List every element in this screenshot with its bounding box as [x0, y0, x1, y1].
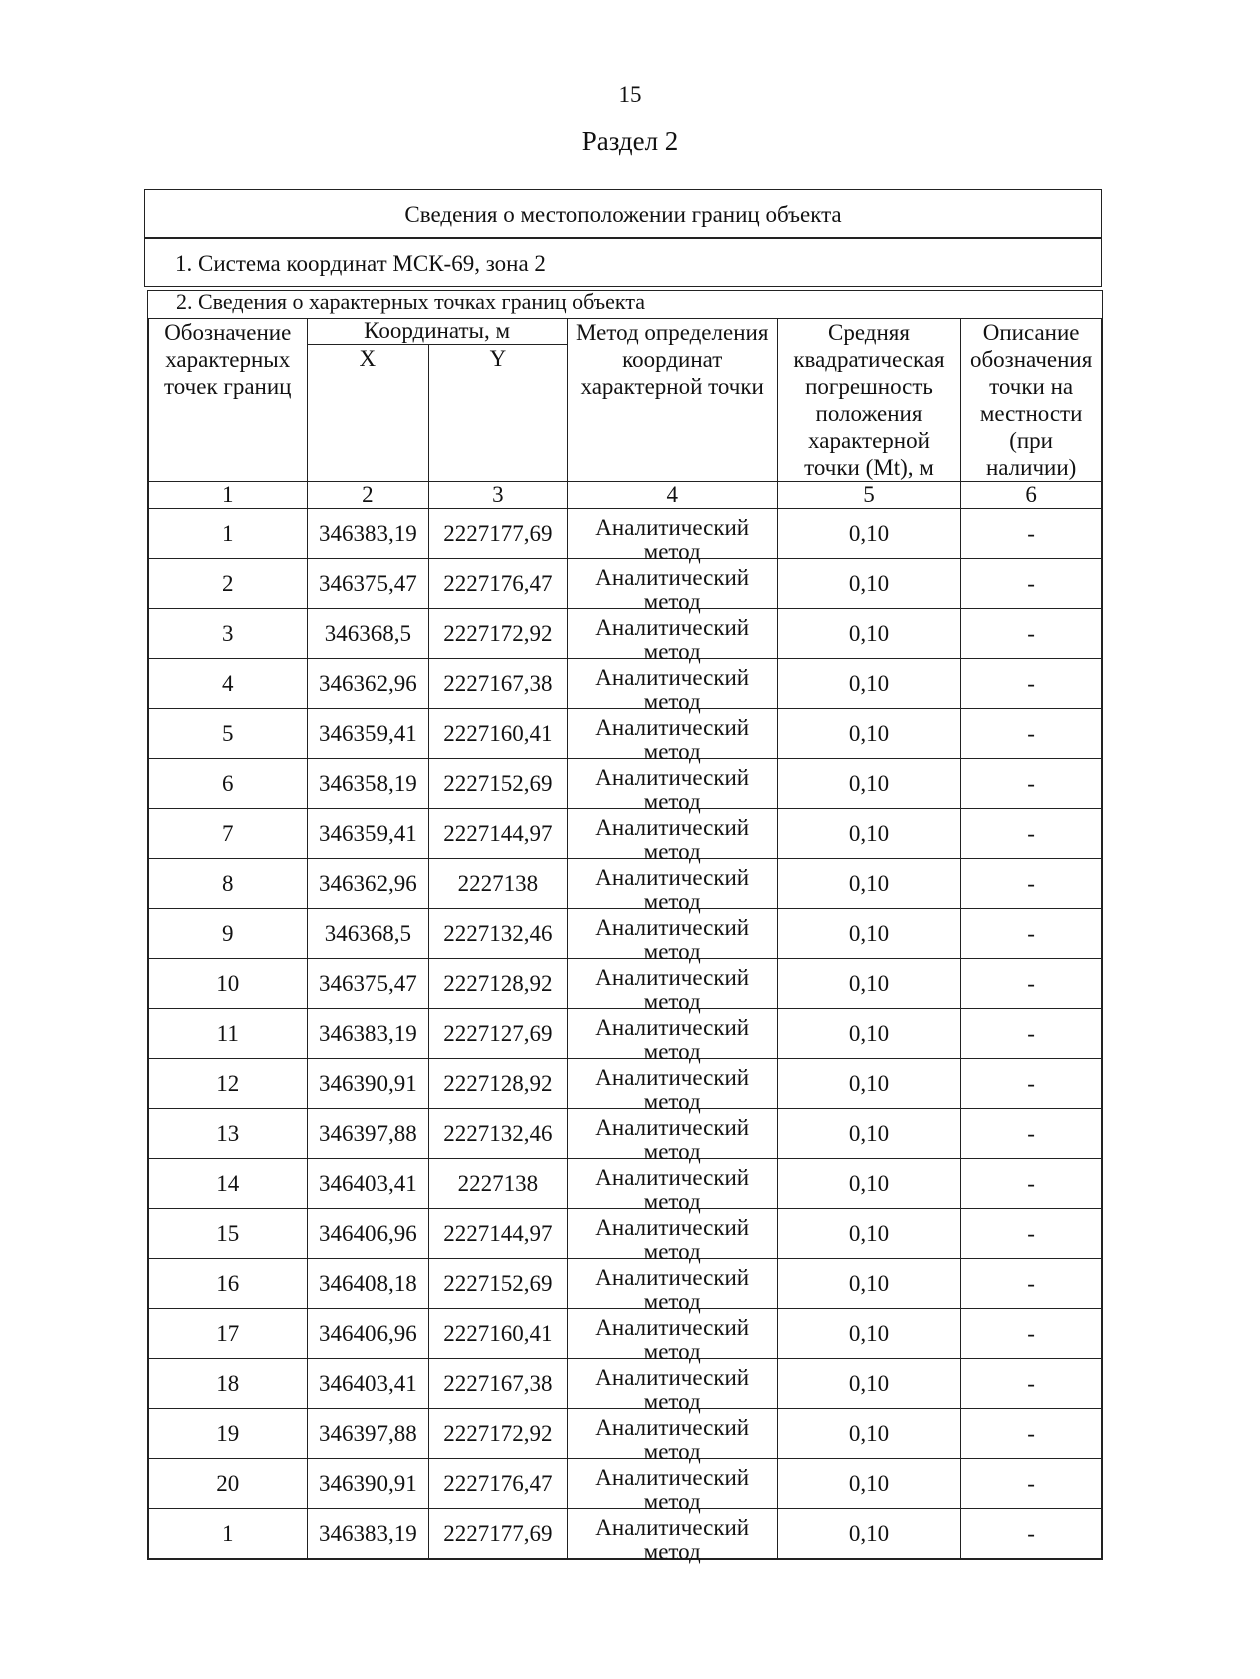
mt-cell: 0,10 — [777, 1459, 960, 1509]
method-text-continued: метод — [643, 938, 701, 964]
method-cell — [567, 509, 777, 564]
table-row — [149, 1109, 1102, 1159]
table-row — [149, 1159, 1102, 1209]
y-cell: 2227160,41 — [429, 709, 568, 759]
method-text: Аналитический — [595, 664, 750, 690]
method-text-continued: метод — [643, 1288, 701, 1314]
table-row — [149, 709, 1102, 759]
mt-cell: 0,10 — [777, 859, 960, 909]
mt-cell: 0,10 — [777, 1359, 960, 1409]
table-row — [149, 609, 1102, 659]
y-cell: 2227144,97 — [429, 1209, 568, 1259]
method-text-continued: метод — [643, 1338, 701, 1364]
method-text-continued: метод — [643, 1188, 701, 1214]
method-text-continued: метод — [643, 788, 701, 814]
method-text-continued: метод — [643, 1388, 701, 1414]
point-cell: 2 — [149, 559, 308, 609]
table-row — [149, 1209, 1102, 1259]
description-cell: - — [961, 909, 1102, 959]
description-cell: - — [961, 1359, 1102, 1409]
description-cell: - — [961, 1209, 1102, 1259]
table-row — [149, 1259, 1102, 1309]
y-cell: 2227176,47 — [429, 559, 568, 609]
table-row — [149, 509, 1102, 559]
point-cell: 6 — [149, 759, 308, 809]
y-cell: 2227167,38 — [429, 1359, 568, 1409]
method-cell — [567, 1459, 777, 1514]
description-cell: - — [961, 959, 1102, 1009]
method-text: Аналитический — [595, 964, 750, 990]
table-row — [149, 1509, 1102, 1559]
table-row — [149, 1359, 1102, 1409]
y-cell: 2227127,69 — [429, 1009, 568, 1059]
table-row — [149, 959, 1102, 1009]
y-cell: 2227167,38 — [429, 659, 568, 709]
column-number: 6 — [961, 482, 1102, 509]
point-cell: 14 — [149, 1159, 308, 1209]
table-row — [149, 1009, 1102, 1059]
method-text-continued: метод — [643, 838, 701, 864]
mt-cell: 0,10 — [777, 559, 960, 609]
table-row — [149, 859, 1102, 909]
method-text: Аналитический — [595, 864, 750, 890]
boundary-points-table — [148, 318, 1102, 1564]
description-cell: - — [961, 659, 1102, 709]
method-text: Аналитический — [595, 614, 750, 640]
x-cell: 346359,41 — [307, 809, 429, 859]
point-cell: 1 — [149, 509, 308, 559]
header-mean-error: Средняя квадратическая погрешность положения характерной точки (Mt), м — [777, 319, 960, 482]
mt-cell: 0,10 — [777, 959, 960, 1009]
method-text: Аналитический — [595, 1314, 750, 1340]
boundary-points-block — [147, 289, 1103, 1564]
table-row — [149, 659, 1102, 709]
boundary-points-title: 2. Сведения о характерных точках границ объекта — [176, 289, 645, 314]
method-text: Аналитический — [595, 1114, 750, 1140]
method-cell — [567, 759, 777, 814]
y-cell: 2227172,92 — [429, 609, 568, 659]
method-text: Аналитический — [595, 1464, 750, 1490]
point-cell: 5 — [149, 709, 308, 759]
description-cell: - — [961, 559, 1102, 609]
mt-cell: 0,10 — [777, 709, 960, 759]
description-cell: - — [961, 1059, 1102, 1109]
x-cell: 346375,47 — [307, 959, 429, 1009]
table-row — [149, 559, 1102, 609]
x-cell: 346390,91 — [307, 1059, 429, 1109]
x-cell: 346375,47 — [307, 559, 429, 609]
y-cell: 2227138 — [429, 1159, 568, 1209]
method-cell — [567, 1109, 777, 1164]
header-x: X — [307, 344, 429, 481]
method-text-continued: метод — [643, 1438, 701, 1464]
description-cell: - — [961, 1509, 1102, 1559]
point-cell: 8 — [149, 859, 308, 909]
method-text: Аналитический — [595, 714, 750, 740]
method-text-continued: метод — [643, 1538, 701, 1564]
method-cell — [567, 959, 777, 1014]
table-row — [149, 809, 1102, 859]
method-text: Аналитический — [595, 1014, 750, 1040]
header-method: Метод определения координат характерной точки — [567, 319, 777, 482]
x-cell: 346403,41 — [307, 1159, 429, 1209]
y-cell: 2227152,69 — [429, 1259, 568, 1309]
table-row — [149, 1309, 1102, 1359]
mt-cell: 0,10 — [777, 1209, 960, 1259]
method-text-continued: метод — [643, 1238, 701, 1264]
method-text-continued: метод — [643, 588, 701, 614]
description-cell: - — [961, 759, 1102, 809]
mt-cell: 0,10 — [777, 1009, 960, 1059]
method-cell — [567, 909, 777, 964]
point-cell: 10 — [149, 959, 308, 1009]
header-coordinates: Координаты, м — [307, 319, 567, 345]
section-title: Раздел 2 — [581, 126, 679, 156]
method-text-continued: метод — [643, 1488, 701, 1514]
method-text: Аналитический — [595, 1364, 750, 1390]
method-cell — [567, 1259, 777, 1314]
column-number: 4 — [567, 482, 777, 509]
x-cell: 346383,19 — [307, 1509, 429, 1559]
mt-cell: 0,10 — [777, 759, 960, 809]
header-y: Y — [429, 344, 568, 481]
method-cell — [567, 1209, 777, 1264]
x-cell: 346359,41 — [307, 709, 429, 759]
method-cell — [567, 709, 777, 764]
method-cell — [567, 1309, 777, 1364]
method-text-continued: метод — [643, 988, 701, 1014]
point-cell: 11 — [149, 1009, 308, 1059]
point-cell: 7 — [149, 809, 308, 859]
mt-cell: 0,10 — [777, 909, 960, 959]
description-cell: - — [961, 1259, 1102, 1309]
x-cell: 346383,19 — [307, 1009, 429, 1059]
point-cell: 12 — [149, 1059, 308, 1109]
x-cell: 346390,91 — [307, 1459, 429, 1509]
x-cell: 346403,41 — [307, 1359, 429, 1409]
mt-cell: 0,10 — [777, 809, 960, 859]
method-text-continued: метод — [643, 888, 701, 914]
method-text: Аналитический — [595, 1164, 750, 1190]
method-text-continued: метод — [643, 1138, 701, 1164]
method-text: Аналитический — [595, 514, 750, 540]
method-text: Аналитический — [595, 1414, 750, 1440]
method-cell — [567, 1509, 777, 1564]
mt-cell: 0,10 — [777, 609, 960, 659]
x-cell: 346362,96 — [307, 659, 429, 709]
point-cell: 17 — [149, 1309, 308, 1359]
y-cell: 2227144,97 — [429, 809, 568, 859]
y-cell: 2227138 — [429, 859, 568, 909]
method-text: Аналитический — [595, 564, 750, 590]
description-cell: - — [961, 1159, 1102, 1209]
mt-cell: 0,10 — [777, 659, 960, 709]
method-text: Аналитический — [595, 1064, 750, 1090]
point-cell: 19 — [149, 1409, 308, 1459]
column-number: 2 — [307, 482, 429, 509]
x-cell: 346368,5 — [307, 609, 429, 659]
table-row — [149, 909, 1102, 959]
table-row — [149, 1059, 1102, 1109]
y-cell: 2227177,69 — [429, 1509, 568, 1559]
header-description: Описание обозначения точки на местности (при наличии) — [961, 319, 1102, 482]
point-cell: 1 — [149, 1509, 308, 1559]
mt-cell: 0,10 — [777, 509, 960, 559]
mt-cell: 0,10 — [777, 1109, 960, 1159]
x-cell: 346406,96 — [307, 1309, 429, 1359]
y-cell: 2227132,46 — [429, 1109, 568, 1159]
method-text-continued: метод — [643, 538, 701, 564]
method-cell — [567, 559, 777, 614]
method-cell — [567, 1009, 777, 1064]
description-cell: - — [961, 1459, 1102, 1509]
method-cell — [567, 1159, 777, 1214]
method-cell — [567, 809, 777, 864]
method-text-continued: метод — [643, 738, 701, 764]
table-row — [149, 1409, 1102, 1459]
y-cell: 2227177,69 — [429, 509, 568, 559]
header-point-designation: Обозначение характерных точек границ — [149, 319, 308, 482]
description-cell: - — [961, 1409, 1102, 1459]
method-cell — [567, 609, 777, 664]
point-cell: 13 — [149, 1109, 308, 1159]
boundary-info-header — [144, 189, 1102, 238]
method-text: Аналитический — [595, 1214, 750, 1240]
method-text-continued: метод — [643, 1038, 701, 1064]
point-cell: 9 — [149, 909, 308, 959]
method-cell — [567, 1059, 777, 1114]
coordinate-system-block — [144, 238, 1102, 287]
mt-cell: 0,10 — [777, 1259, 960, 1309]
method-text: Аналитический — [595, 1514, 750, 1540]
y-cell: 2227152,69 — [429, 759, 568, 809]
point-cell: 16 — [149, 1259, 308, 1309]
point-cell: 3 — [149, 609, 308, 659]
x-cell: 346383,19 — [307, 509, 429, 559]
mt-cell: 0,10 — [777, 1409, 960, 1459]
method-text: Аналитический — [595, 764, 750, 790]
x-cell: 346358,19 — [307, 759, 429, 809]
description-cell: - — [961, 609, 1102, 659]
method-cell — [567, 859, 777, 914]
x-cell: 346408,18 — [307, 1259, 429, 1309]
description-cell: - — [961, 709, 1102, 759]
point-cell: 15 — [149, 1209, 308, 1259]
point-cell: 18 — [149, 1359, 308, 1409]
y-cell: 2227128,92 — [429, 959, 568, 1009]
method-text: Аналитический — [595, 814, 750, 840]
mt-cell: 0,10 — [777, 1159, 960, 1209]
point-cell: 20 — [149, 1459, 308, 1509]
point-cell: 4 — [149, 659, 308, 709]
y-cell: 2227132,46 — [429, 909, 568, 959]
method-text-continued: метод — [643, 638, 701, 664]
mt-cell: 0,10 — [777, 1509, 960, 1559]
mt-cell: 0,10 — [777, 1059, 960, 1109]
method-text-continued: метод — [643, 688, 701, 714]
column-number: 3 — [429, 482, 568, 509]
description-cell: - — [961, 809, 1102, 859]
description-cell: - — [961, 1009, 1102, 1059]
table-row — [149, 759, 1102, 809]
x-cell: 346406,96 — [307, 1209, 429, 1259]
page-number: 15 — [618, 82, 642, 107]
method-text-continued: метод — [643, 1088, 701, 1114]
y-cell: 2227160,41 — [429, 1309, 568, 1359]
x-cell: 346368,5 — [307, 909, 429, 959]
description-cell: - — [961, 1109, 1102, 1159]
description-cell: - — [961, 859, 1102, 909]
y-cell: 2227172,92 — [429, 1409, 568, 1459]
method-text: Аналитический — [595, 914, 750, 940]
y-cell: 2227176,47 — [429, 1459, 568, 1509]
coordinate-system-title: 1. Система координат МСК-69, зона 2 — [175, 251, 546, 276]
mt-cell: 0,10 — [777, 1309, 960, 1359]
description-cell: - — [961, 1309, 1102, 1359]
column-number: 1 — [149, 482, 308, 509]
x-cell: 346397,88 — [307, 1109, 429, 1159]
table-row — [149, 1459, 1102, 1509]
method-text: Аналитический — [595, 1264, 750, 1290]
method-cell — [567, 1409, 777, 1464]
x-cell: 346397,88 — [307, 1409, 429, 1459]
method-cell — [567, 1359, 777, 1414]
description-cell: - — [961, 509, 1102, 559]
boundary-info-title: Сведения о местоположении границ объекта — [404, 202, 842, 227]
x-cell: 346362,96 — [307, 859, 429, 909]
column-number: 5 — [777, 482, 960, 509]
method-cell — [567, 659, 777, 714]
y-cell: 2227128,92 — [429, 1059, 568, 1109]
